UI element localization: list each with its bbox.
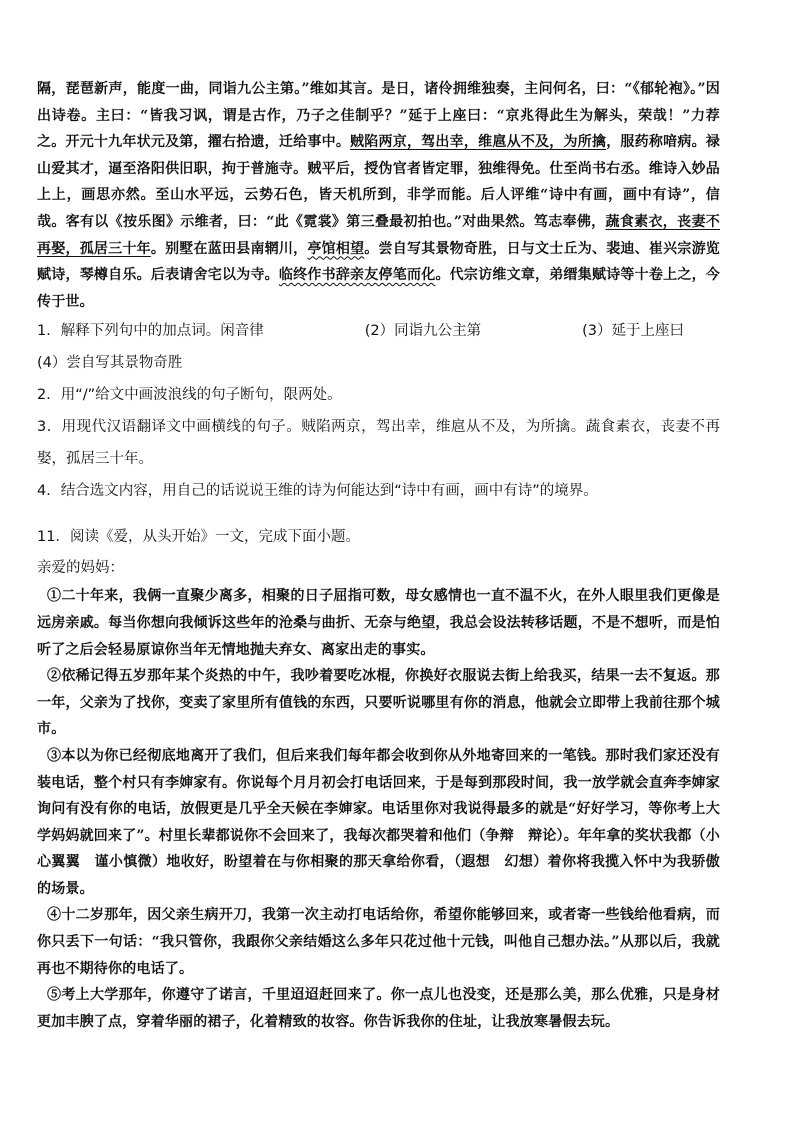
passage-text: ，服药称喑病。禄山爱其才，逼至洛阳供旧职，拘于普施寺。贼平后，授伪官者皆定罪，独维得免。仕至尚书右丞。维诗入妙品上上，画思亦然。至山水平远，云势石色，皆天机所到，非学而能。后人评维“诗中有画，画中有诗”，信哉。客有以《按乐图》示维者，曰：“此《霓裳》第三叠最初拍也。”对曲果然。笃志奉佛， — [37, 134, 720, 230]
letter-paragraph-3: ③本以为你已经彻底地离开了我们，但后来我们每年都会收到你从外地寄回来的一笔钱。那时我们家还没有装电话，整个村只有李婶家有。你说每个月月初会打电话回来，于是每到那段时间，我一放学就会直奔李婶家询问有没有你的电话，放假更是几乎全天候在李婶家。电话里你对我说得最多的就是“好好学习，等你考上大学妈妈就回来了”。村里长辈都说你不会回来了，我每次都哭着和他们（争辩 辩论）。年年拿的奖状我都（小心翼翼 谨小慎微）地收好，盼望着在与你相聚的那天拿给你看，（遐想 幻想）着你将我揽入怀中为我骄傲的场景。 — [37, 747, 720, 897]
section-11-heading: 11．阅读《爱，从头开始》一文，完成下面小题。 — [37, 529, 360, 546]
spacer — [37, 507, 720, 521]
question-1-intro: 1．解释下列句中的加点词。闲音律 — [37, 323, 264, 340]
question-1-item-2: (2）同诣九公主第 — [364, 323, 482, 340]
question-1-item-3: (3）延于上座曰 — [582, 323, 685, 340]
underlined-sentence-1: 贼陷两京，驾出幸，维扈从不及，为所擒 — [350, 134, 607, 151]
wavy-underlined-phrase-2: 临终作书辞亲友停笔而化 — [278, 267, 436, 284]
question-4: 4．结合选文内容，用自己的话说说王维的诗为何能达到“诗中有画，画中有诗”的境界。 — [37, 483, 598, 500]
wavy-underlined-phrase-1: 亭馆相望 — [307, 240, 365, 257]
letter-paragraph-4: ④十二岁那年，因父亲生病开刀，我第一次主动打电话给你，希望你能够回来，或者寄一些钱给他看病，而你只丢下一句话：“我只管你，我跟你父亲结婚这么多年只花过他十元钱，叫他自己想办法。”从那以后，我就再也不期待你的电话了。 — [37, 907, 720, 977]
passage-text: 隔，琵琶新声，能度一曲，同诣九公主第。”维如其言。是日，诸伶拥维独奏，主问何名，曰：“《郁轮袍》。”因出诗卷。主曰：“皆我习讽，谓是古作，乃子之佳制乎？”延于上座曰：“京兆得此生为解头，荣哉！”力荐之。开元十九年状元及第，擢右拾遗，迁给事中。 — [37, 81, 720, 151]
question-3: 3．用现代汉语翻译文中画横线的句子。贼陷两京，驾出幸，维扈从不及，为所擒。蔬食素衣，丧妻不再娶，孤居三十年。 — [37, 419, 720, 468]
passage-text: 。代宗访维文章，弟缙集赋诗等十卷上之，今传于世。 — [37, 267, 720, 310]
passage-text: 。尝自写其景物奇胜，日与文士丘为、裴迪、崔兴宗游览赋诗，琴樽自乐。后表请舍宅以为寺。 — [37, 240, 720, 284]
question-1 — [37, 315, 720, 379]
question-2: 2．用“/”给文中画波浪线的句子断句，限两处。 — [37, 387, 342, 404]
letter-paragraph-5: ⑤考上大学那年，你遵守了诺言，千里迢迢赶回来了。你一点儿也没变，还是那么美，那么优雅，只是身材更加丰腴了点，穿着华丽的裙子，化着精致的妆容。你告诉我你的住址，让我放寒暑假去玩。 — [37, 987, 720, 1030]
letter-salutation: 亲爱的妈妈： — [37, 560, 124, 577]
underlined-sentence-2: 蔬食素衣，丧妻不再娶，孤居三十年 — [37, 213, 720, 257]
classical-passage — [37, 76, 720, 315]
question-1-item-4: (4）尝自写其景物奇胜 — [37, 355, 183, 372]
letter-paragraph-1: ①二十年来，我俩一直聚少离多，相聚的日子屈指可数，母女感情也一直不温不火，在外人眼里我们更像是远房亲戚。每当你想向我倾诉这些年的沧桑与曲折、无奈与绝望，我总会设法转移话题，不是不想听，而是怕听了之后会轻易原谅你当年无情地抛夫弃女、离家出走的事实。 — [37, 588, 720, 658]
passage-text: 。别墅在蓝田县南辋川， — [150, 240, 308, 257]
letter-paragraph-2: ②依稀记得五岁那年某个炎热的中午，我吵着要吃冰棍，你换好衣服说去街上给我买，结果一去不复返。那一年，父亲为了找你，变卖了家里所有值钱的东西，只要听说哪里有你的消息，他就会立即带上我前往那个城市。 — [37, 668, 720, 738]
